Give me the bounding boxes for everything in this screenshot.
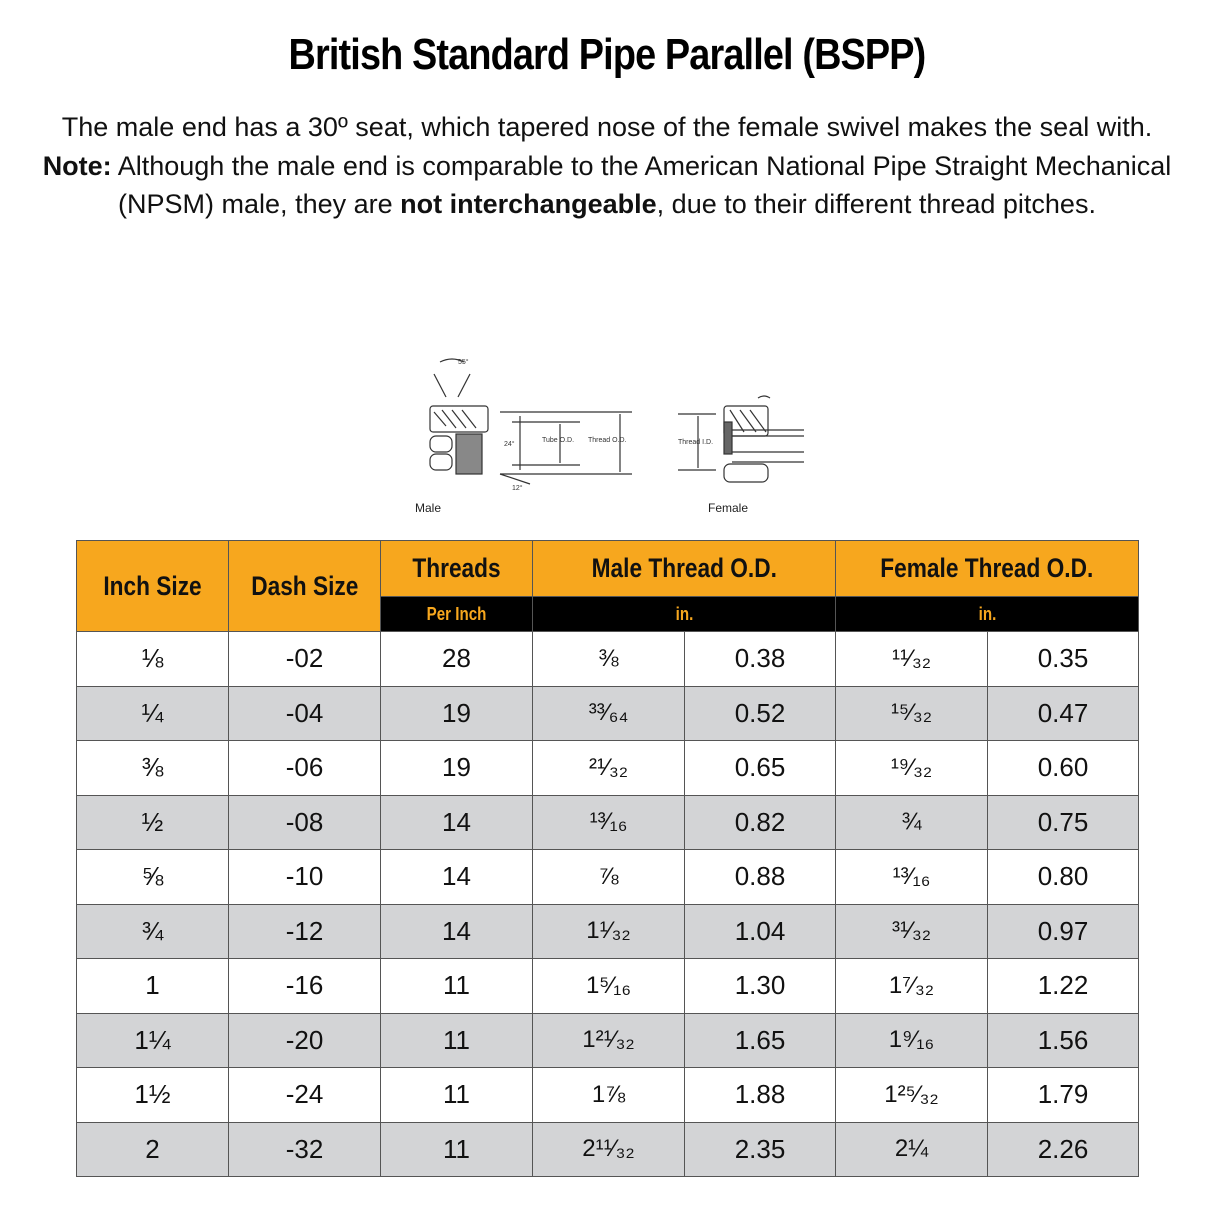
cell-female-decimal: 0.80 — [988, 850, 1139, 905]
cell-female-fraction: ¹⁹⁄₃₂ — [836, 741, 988, 796]
cell-dash-size: -20 — [229, 1013, 381, 1068]
angle-24-label: 24° — [504, 441, 515, 448]
cell-tpi: 11 — [381, 1122, 533, 1177]
cell-female-decimal: 2.26 — [988, 1122, 1139, 1177]
cell-tpi: 11 — [381, 1013, 533, 1068]
intro-note — [40, 147, 1174, 224]
cell-female-decimal: 0.60 — [988, 741, 1139, 796]
angle-12-label: 12° — [512, 485, 523, 492]
intro-text — [40, 108, 1174, 224]
cell-inch-size: ⅝ — [77, 850, 229, 905]
cell-inch-size: ⅜ — [77, 741, 229, 796]
cell-male-decimal: 1.30 — [685, 959, 836, 1014]
header-inch-size: Inch Size — [77, 541, 229, 632]
header-male-thread-od: Male Thread O.D. — [533, 541, 836, 597]
cell-male-decimal: 2.35 — [685, 1122, 836, 1177]
cell-inch-size: 1¼ — [77, 1013, 229, 1068]
cell-dash-size: -06 — [229, 741, 381, 796]
table-row — [77, 1068, 1139, 1123]
cell-female-fraction: ³¹⁄₃₂ — [836, 904, 988, 959]
cell-inch-size: ⅛ — [77, 632, 229, 687]
cell-female-decimal: 1.56 — [988, 1013, 1139, 1068]
cell-dash-size: -04 — [229, 686, 381, 741]
cell-tpi: 11 — [381, 1068, 533, 1123]
cell-dash-size: -12 — [229, 904, 381, 959]
cell-dash-size: -08 — [229, 795, 381, 850]
table-row — [77, 632, 1139, 687]
cell-tpi: 11 — [381, 959, 533, 1014]
table-row — [77, 741, 1139, 796]
fitting-diagram — [412, 352, 812, 520]
cell-female-fraction: 1²⁵⁄₃₂ — [836, 1068, 988, 1123]
header-dash-size: Dash Size — [229, 541, 381, 632]
thread-od-label: Thread O.D. — [588, 437, 627, 444]
intro-description: The male end has a 30º seat, which tapered nose of the female swivel makes the seal with. — [61, 112, 1153, 142]
cell-inch-size: ¾ — [77, 904, 229, 959]
cell-tpi: 14 — [381, 795, 533, 850]
cell-male-decimal: 0.82 — [685, 795, 836, 850]
cell-inch-size: ¼ — [77, 686, 229, 741]
note-text-a: Although the male end is comparable to the American National Pipe Straight Mechanical (NPSM) male, they are — [111, 150, 1172, 219]
cell-tpi: 14 — [381, 904, 533, 959]
table-row — [77, 795, 1139, 850]
male-fitting-drawing — [412, 352, 812, 492]
cell-tpi: 28 — [381, 632, 533, 687]
female-label: Female — [708, 501, 749, 515]
cell-male-decimal: 1.04 — [685, 904, 836, 959]
angle-55-label: 55° — [458, 359, 469, 366]
cell-female-decimal: 0.75 — [988, 795, 1139, 850]
page-title: British Standard Pipe Parallel (BSPP) — [288, 30, 926, 79]
subheader-per-inch: Per Inch — [381, 597, 533, 632]
cell-male-decimal: 1.65 — [685, 1013, 836, 1068]
table-row — [77, 850, 1139, 905]
cell-dash-size: -02 — [229, 632, 381, 687]
cell-female-fraction: 1⁷⁄₃₂ — [836, 959, 988, 1014]
cell-male-fraction: 1⅞ — [533, 1068, 685, 1123]
cell-male-decimal: 1.88 — [685, 1068, 836, 1123]
cell-female-decimal: 0.47 — [988, 686, 1139, 741]
note-bold: not interchangeable — [400, 189, 657, 219]
cell-male-fraction: 2¹¹⁄₃₂ — [533, 1122, 685, 1177]
cell-inch-size: 1½ — [77, 1068, 229, 1123]
cell-inch-size: ½ — [77, 795, 229, 850]
cell-female-fraction: ¹³⁄₁₆ — [836, 850, 988, 905]
cell-female-decimal: 0.97 — [988, 904, 1139, 959]
cell-male-fraction: 1⁵⁄₁₆ — [533, 959, 685, 1014]
cell-female-fraction: ¹⁵⁄₃₂ — [836, 686, 988, 741]
cell-male-decimal: 0.38 — [685, 632, 836, 687]
cell-male-fraction: ⅞ — [533, 850, 685, 905]
cell-male-fraction: ⅜ — [533, 632, 685, 687]
subheader-male-unit: in. — [533, 597, 836, 632]
cell-male-decimal: 0.52 — [685, 686, 836, 741]
table-row — [77, 904, 1139, 959]
bspp-spec-table — [76, 540, 1139, 1177]
thread-id-label: Thread I.D. — [678, 439, 714, 446]
cell-inch-size: 1 — [77, 959, 229, 1014]
cell-dash-size: -24 — [229, 1068, 381, 1123]
cell-dash-size: -10 — [229, 850, 381, 905]
tube-od-label: Tube O.D. — [542, 437, 575, 444]
cell-female-fraction: 1⁹⁄₁₆ — [836, 1013, 988, 1068]
cell-female-decimal: 1.79 — [988, 1068, 1139, 1123]
table-row — [77, 686, 1139, 741]
cell-dash-size: -32 — [229, 1122, 381, 1177]
cell-inch-size: 2 — [77, 1122, 229, 1177]
table-row — [77, 959, 1139, 1014]
cell-female-decimal: 0.35 — [988, 632, 1139, 687]
note-text-b: , due to their different thread pitches. — [656, 189, 1096, 219]
cell-male-fraction: ²¹⁄₃₂ — [533, 741, 685, 796]
table-row — [77, 1013, 1139, 1068]
cell-dash-size: -16 — [229, 959, 381, 1014]
subheader-female-unit: in. — [836, 597, 1139, 632]
cell-male-fraction: ³³⁄₆₄ — [533, 686, 685, 741]
cell-tpi: 14 — [381, 850, 533, 905]
note-label: Note: — [42, 150, 112, 181]
header-threads: Threads — [381, 541, 533, 597]
cell-female-fraction: ¹¹⁄₃₂ — [836, 632, 988, 687]
cell-male-fraction: 1¹⁄₃₂ — [533, 904, 685, 959]
cell-male-fraction: 1²¹⁄₃₂ — [533, 1013, 685, 1068]
cell-tpi: 19 — [381, 686, 533, 741]
cell-female-fraction: 2¼ — [836, 1122, 988, 1177]
cell-male-decimal: 0.65 — [685, 741, 836, 796]
cell-female-fraction: ¾ — [836, 795, 988, 850]
table-row — [77, 1122, 1139, 1177]
male-label: Male — [415, 501, 442, 515]
cell-male-fraction: ¹³⁄₁₆ — [533, 795, 685, 850]
cell-female-decimal: 1.22 — [988, 959, 1139, 1014]
header-female-thread-od: Female Thread O.D. — [836, 541, 1139, 597]
cell-tpi: 19 — [381, 741, 533, 796]
cell-male-decimal: 0.88 — [685, 850, 836, 905]
